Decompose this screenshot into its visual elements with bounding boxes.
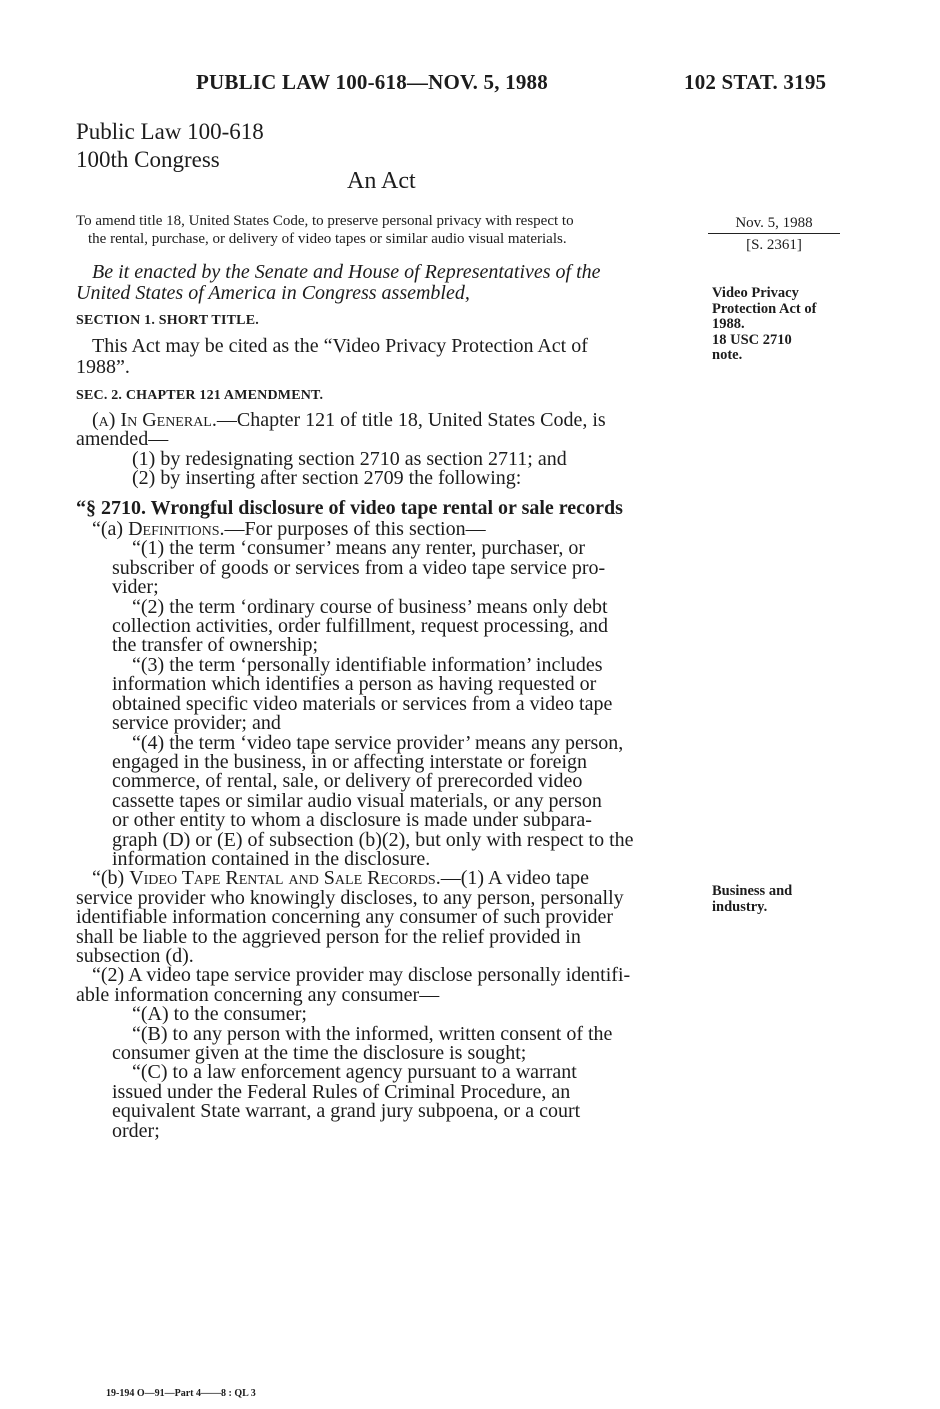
subsection-b-line: subsection (d). — [76, 944, 194, 967]
margin-note-line: note. — [712, 347, 743, 363]
public-law-identifier — [76, 118, 264, 174]
definition-2-line: the transfer of ownership; — [112, 634, 319, 657]
subsection-text: —For purposes of this section— — [224, 518, 486, 541]
definition-1-line: subscriber of goods or services from a video tape service pro- — [112, 556, 606, 579]
margin-note-line: 18 USC 2710 — [712, 331, 792, 348]
purpose-line: the rental, purchase, or delivery of video tapes or similar audio visual materials. — [88, 231, 567, 247]
subsection-text: —Chapter 121 of title 18, United States Code, is — [216, 409, 606, 431]
amendment-item-1: (1) by redesignating section 2710 as section 2711; and — [132, 447, 567, 470]
enacting-line: United States of America in Congress assembled, — [76, 282, 470, 304]
congress-number: 100th Congress — [76, 147, 220, 172]
subsection-b-line: shall be liable to the aggrieved person for the relief provided in — [76, 925, 581, 948]
section-2-body — [76, 411, 706, 1141]
margin-note-line: industry. — [712, 898, 768, 915]
body-line: amended— — [76, 428, 169, 451]
paragraph-b2-line: “(2) A video tape service provider may disclose personally identifi- — [92, 964, 631, 987]
section-1-heading: SECTION 1. SHORT TITLE. — [76, 313, 259, 328]
enacting-clause — [76, 262, 706, 304]
definition-3-line: service provider; and — [112, 712, 281, 735]
margin-note-line: 1988. — [712, 316, 745, 332]
clause-c-line: order; — [112, 1119, 160, 1142]
subsection-a-general — [76, 411, 706, 430]
definition-4-line: commerce, of rental, sale, or delivery of prerecorded video — [112, 770, 583, 793]
section-1-line: This Act may be cited as the “Video Privacy Protection Act of — [92, 335, 588, 357]
subsection-label: Video Tape Rental and Sale Records. — [129, 867, 441, 890]
definition-4-line: or other entity to whom a disclosure is made under subpara- — [112, 809, 592, 832]
clause-c-line: “(C) to a law enforcement agency pursuant to a warrant — [132, 1061, 577, 1084]
section-1-line: 1988”. — [76, 356, 130, 378]
margin-note-business — [712, 884, 832, 915]
clause-c-line: issued under the Federal Rules of Criminal Procedure, an — [112, 1080, 571, 1103]
definition-2-line: “(2) the term ‘ordinary course of business’ means only debt — [132, 595, 608, 618]
margin-note-line: Protection Act of — [712, 300, 817, 317]
clause-b-line: “(B) to any person with the informed, written consent of the — [132, 1022, 613, 1045]
purpose-line: To amend title 18, United States Code, to preserve personal privacy with respect to — [76, 213, 574, 229]
subsection-b-line: identifiable information concerning any consumer of such provider — [76, 906, 614, 929]
margin-note-line: Business and — [712, 883, 793, 899]
public-law-number: Public Law 100-618 — [76, 119, 264, 144]
margin-note-date — [708, 214, 840, 254]
definition-3-line: obtained specific video materials or services from a video tape — [112, 692, 613, 715]
amendment-item-2: (2) by inserting after section 2709 the following: — [132, 467, 522, 490]
clause-c-line: equivalent State warrant, a grand jury subpoena, or a court — [112, 1100, 581, 1123]
running-header-right: 102 STAT. 3195 — [684, 70, 827, 94]
subsection-label: Definitions. — [128, 518, 225, 541]
subsection-b-line: service provider who knowingly discloses, to any person, personally — [76, 886, 624, 909]
running-header-left: PUBLIC LAW 100-618—NOV. 5, 1988 — [196, 70, 548, 94]
definition-3-line: “(3) the term ‘personally identifiable information’ includes — [132, 653, 603, 676]
definition-4-line: “(4) the term ‘video tape service provider’ means any person, — [132, 731, 624, 754]
section-1-text — [76, 336, 706, 378]
subsection-label: (a) In General. — [92, 409, 217, 431]
definition-4-line: cassette tapes or similar audio visual materials, or any person — [112, 789, 602, 812]
margin-note-line: Video Privacy — [712, 285, 799, 301]
new-section-title: “§ 2710. Wrongful disclosure of video tape rental or sale records — [76, 496, 623, 519]
section-2-heading: SEC. 2. CHAPTER 121 AMENDMENT. — [76, 388, 324, 403]
subsection-b-intro — [76, 869, 706, 888]
definition-4-line: engaged in the business, in or affecting interstate or foreign — [112, 750, 588, 773]
definition-1-line: vider; — [112, 576, 159, 599]
enactment-date: Nov. 5, 1988 — [735, 215, 813, 231]
definition-1-line: “(1) the term ‘consumer’ means any renter, purchaser, or — [132, 537, 586, 560]
bill-number: [S. 2361] — [746, 237, 802, 253]
definition-2-line: collection activities, order fulfillment, request processing, and — [112, 615, 608, 638]
margin-note-short-title — [712, 286, 842, 364]
subsection-prefix: “(b) — [92, 867, 130, 890]
definition-4-line: graph (D) or (E) of subsection (b)(2), but only with respect to the — [112, 828, 634, 851]
definition-3-line: information which identifies a person as having requested or — [112, 673, 597, 696]
clause-a: “(A) to the consumer; — [132, 1003, 307, 1026]
enacting-line: Be it enacted by the Senate and House of Representatives of the — [92, 261, 601, 283]
clause-b-line: consumer given at the time the disclosure is sought; — [112, 1042, 527, 1064]
act-title: An Act — [347, 168, 416, 194]
paragraph-b2-line: able information concerning any consumer— — [76, 983, 440, 1006]
purpose-statement — [76, 212, 706, 248]
definition-4-line: information contained in the disclosure. — [112, 847, 431, 870]
subsection-text: —(1) A video tape — [440, 867, 590, 890]
print-job-footer: 19-194 O—91—Part 4——8 : QL 3 — [106, 1388, 256, 1399]
margin-rule — [708, 233, 840, 234]
subsection-prefix: “(a) — [92, 518, 129, 541]
